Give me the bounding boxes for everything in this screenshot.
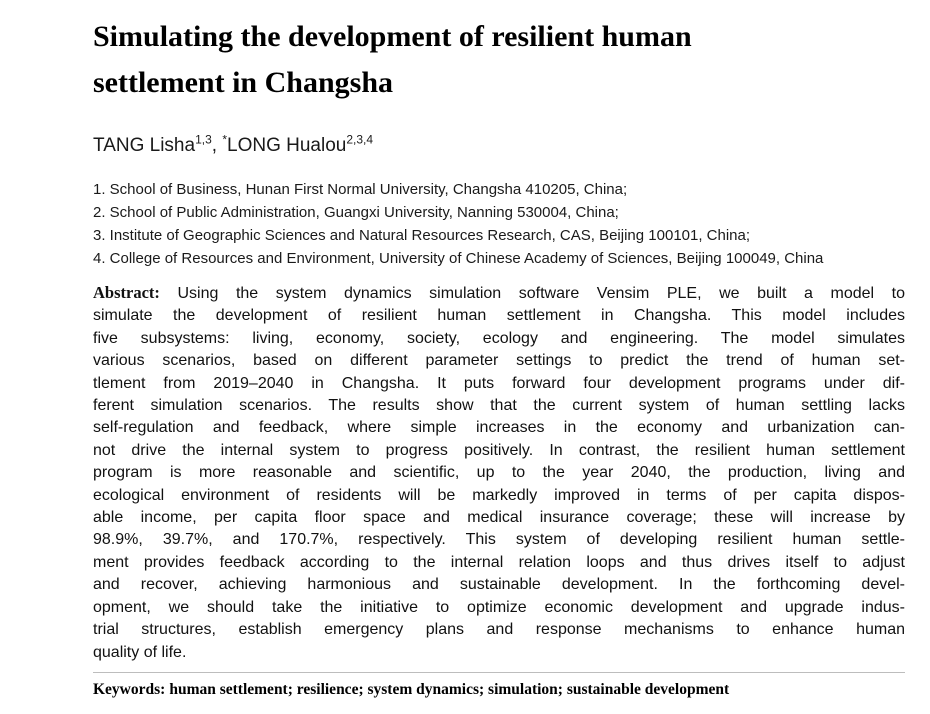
abstract-line: able income, per capita floor space and medical insurance coverage; these will increase by: [93, 509, 905, 527]
abstract-line: simulate the development of resilient human settlement in Changsha. This model includes: [93, 307, 905, 325]
abstract-line: 98.9%, 39.7%, and 170.7%, respectively. This system of developing resilient human settle-: [93, 531, 905, 549]
corresponding-author-star: *: [222, 132, 227, 147]
abstract-line: quality of life.: [93, 643, 187, 661]
abstract-line: tlement from 2019–2040 in Changsha. It puts forward four development programs under dif-: [93, 374, 905, 392]
keywords-label: Keywords:: [93, 681, 166, 698]
affiliations-list: [93, 178, 913, 270]
title-line-2: settlement in Changsha: [93, 66, 394, 99]
author-2-name: LONG Hualou: [227, 135, 347, 156]
abstract-line: program is more reasonable and scientific, up to the year 2040, the production, living and: [93, 464, 905, 482]
affiliation-line-2: 2. School of Public Administration, Guangxi University, Nanning 530004, China;: [93, 204, 619, 221]
author-2-superscript: 2,3,4: [346, 132, 374, 147]
keywords-divider-rule: [93, 672, 905, 673]
abstract-line: and recover, achieving harmonious and sustainable development. In the forthcoming devel-: [93, 576, 905, 594]
abstract-line: trial structures, establish emergency plans and response mechanisms to enhance human: [93, 621, 905, 639]
affiliation-line-1: 1. School of Business, Hunan First Normal University, Changsha 410205, China;: [93, 181, 628, 198]
page-title: [93, 14, 893, 106]
authors-line: [93, 133, 373, 159]
author-1-superscript: 1,3: [195, 132, 212, 147]
affiliation-line-4: 4. College of Resources and Environment, University of Chinese Academy of Sciences, Beijing 100049, China: [93, 250, 824, 267]
affiliation-line-3: 3. Institute of Geographic Sciences and Natural Resources Research, CAS, Beijing 100101, China;: [93, 227, 751, 244]
abstract-line: ment provides feedback according to the internal relation loops and thus drives itself to adjust: [93, 553, 905, 571]
abstract-line-text: Using the system dynamics simulation software Vensim PLE, we built a model to: [177, 285, 905, 302]
abstract-line: not drive the internal system to progress positively. In contrast, the resilient human settlement: [93, 441, 905, 459]
author-separator: ,: [211, 135, 223, 156]
abstract-line: various scenarios, based on different parameter settings to predict the trend of human set-: [93, 352, 905, 370]
keywords-line: [93, 680, 905, 699]
keywords-text: human settlement; resilience; system dynamics; simulation; sustainable development: [169, 681, 730, 698]
abstract-line: opment, we should take the initiative to optimize economic development and upgrade indus-: [93, 598, 905, 616]
abstract-line: self-regulation and feedback, where simple increases in the economy and urbanization can-: [93, 419, 905, 437]
abstract-line: five subsystems: living, economy, society, ecology and engineering. The model simulates: [93, 329, 905, 347]
abstract-line: ecological environment of residents will be markedly improved in terms of per capita dispos-: [93, 486, 905, 504]
author-1-name: TANG Lisha: [93, 135, 196, 156]
abstract-section: [93, 282, 905, 664]
abstract-label: Abstract:: [93, 283, 160, 302]
abstract-line: [93, 282, 905, 305]
abstract-line: ferent simulation scenarios. The results show that the current system of human settling lacks: [93, 397, 905, 415]
title-line-1: Simulating the development of resilient human: [93, 20, 692, 53]
